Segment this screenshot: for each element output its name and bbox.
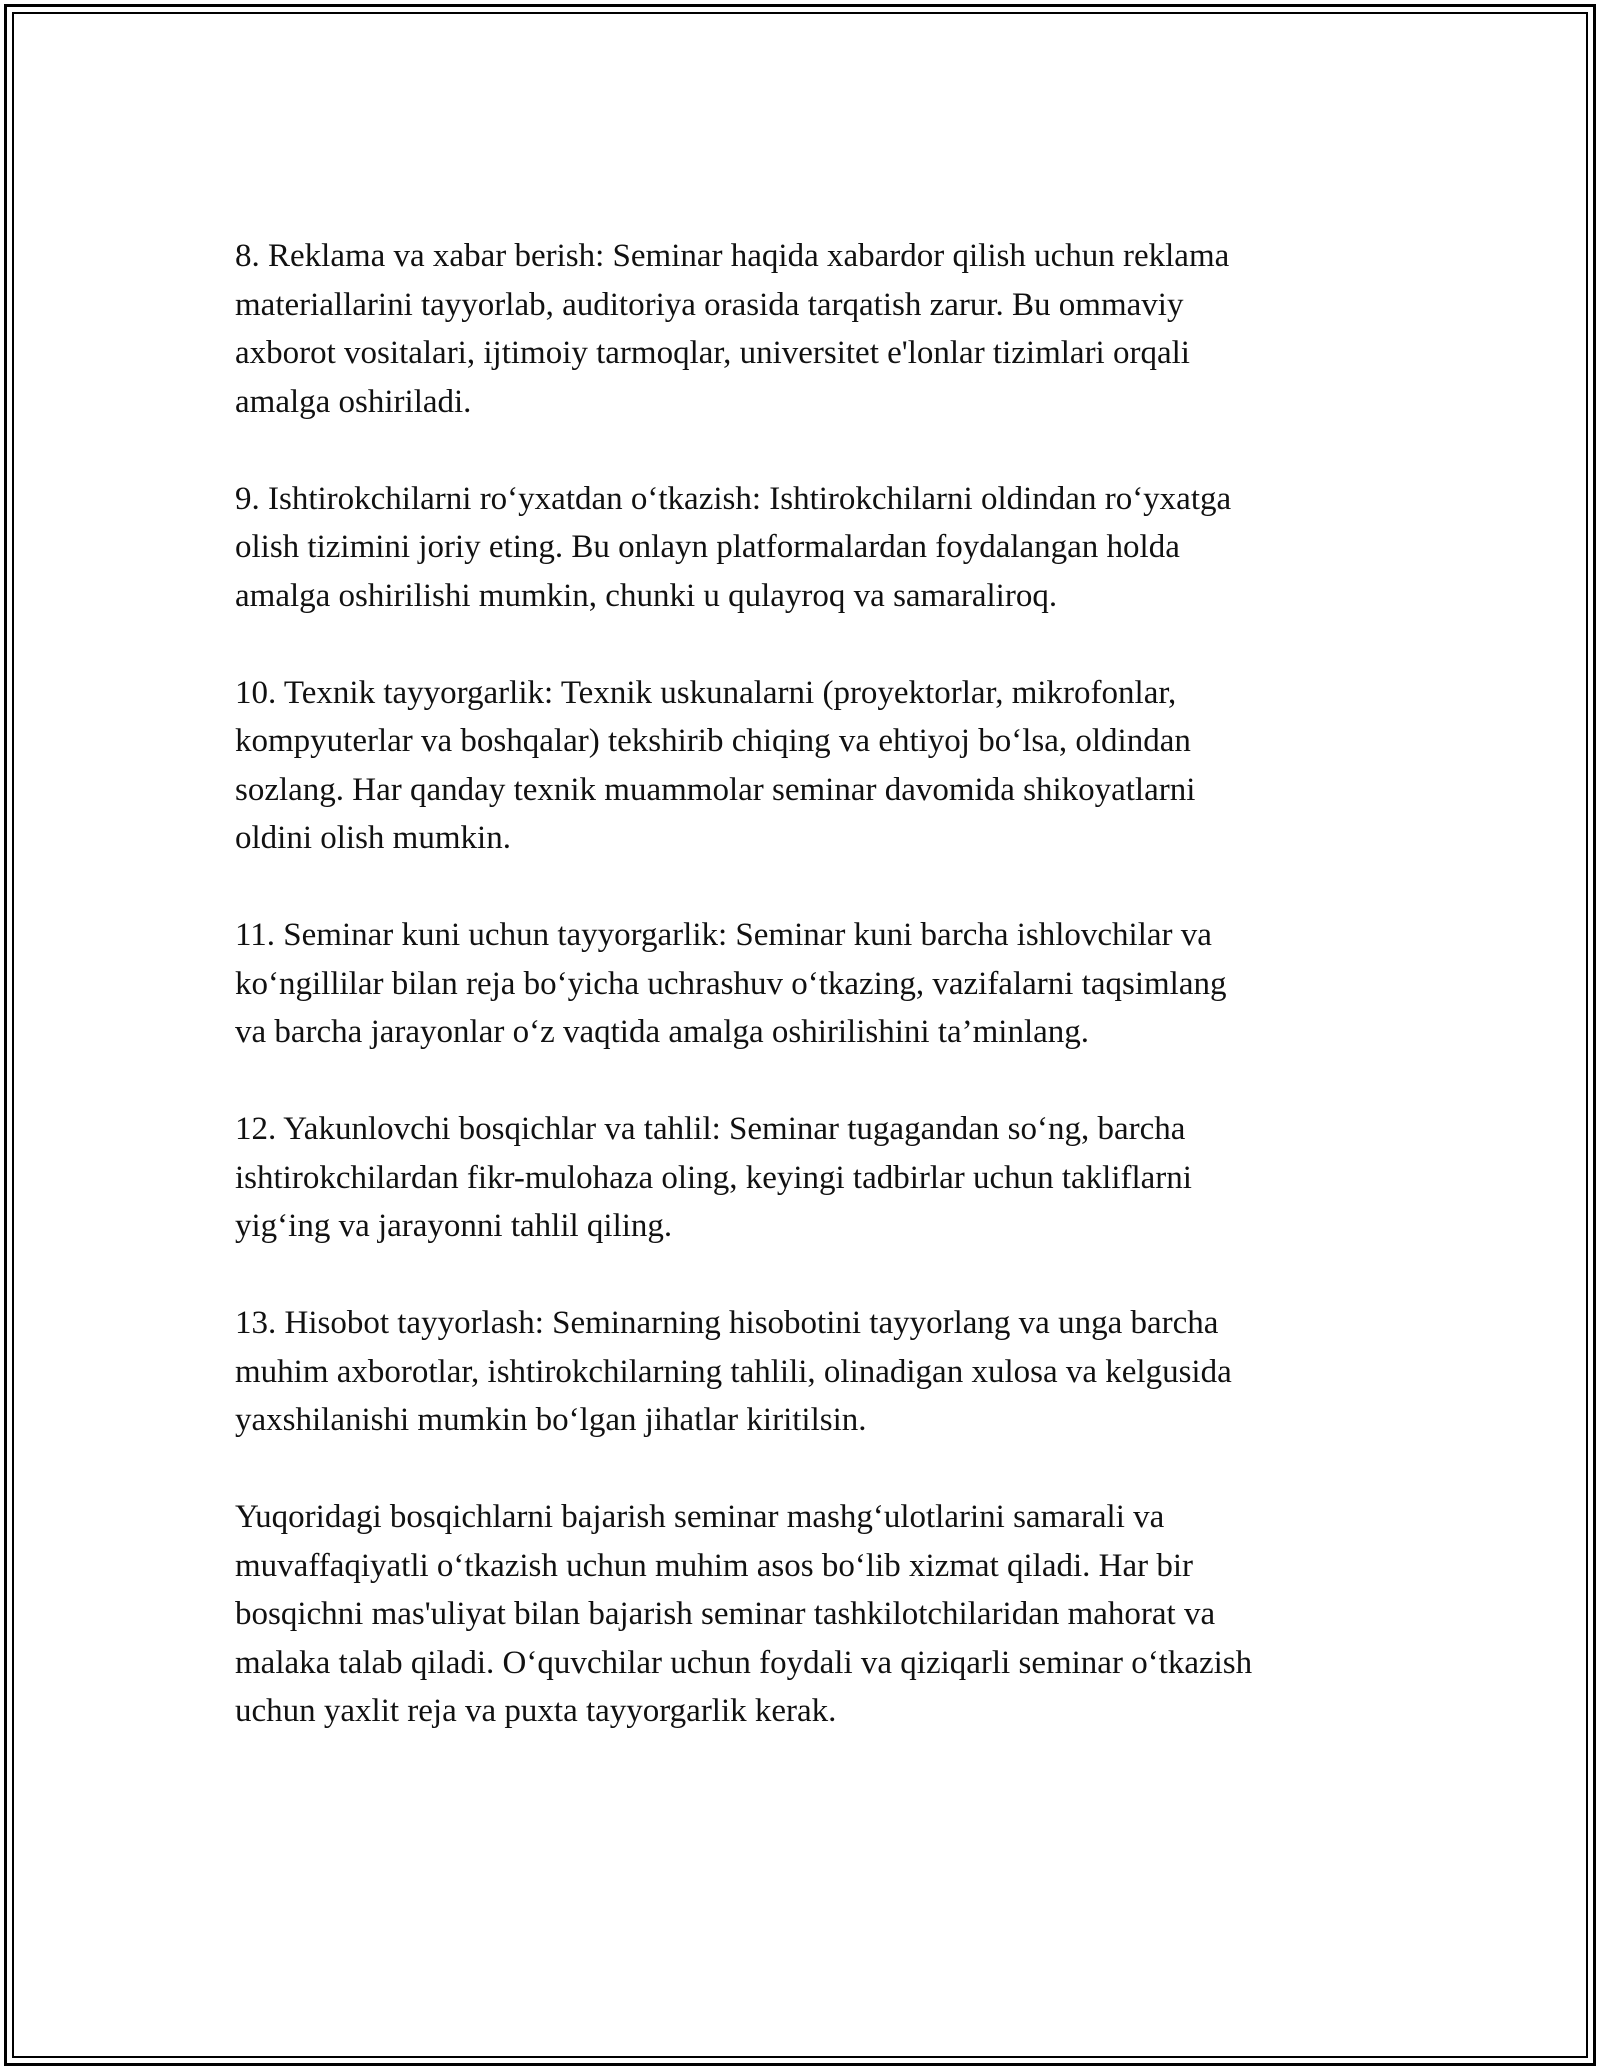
paragraph-report: 13. Hisobot tayyorlash: Seminarning hisobotini tayyorlang va unga barcha muhim axborotlar, ishtirokchilarning tahlili, olinadigan xulosa va kelgusida yaxshilanishi mumkin bo‘lgan jihatlar kiritilsin. — [235, 1305, 1232, 1438]
document-body — [235, 232, 1375, 1736]
paragraph-technical-preparation: 10. Texnik tayyorgarlik: Texnik uskunalarni (proyektorlar, mikrofonlar, kompyuterlar va boshqalar) tekshirib chiqing va ehtiyoj bo‘lsa, oldindan sozlang. Har qanday texnik muammolar seminar davomida shikoyatlarni oldini olish mumkin. — [235, 674, 1196, 856]
paragraph-advertising: 8. Reklama va xabar berish: Seminar haqida xabardor qilish uchun reklama materiallarini tayyorlab, auditoriya orasida tarqatish zarur. Bu ommaviy axborot vositalari, ijtimoiy tarmoqlar, universitet e'lonlar tizimlari orqali amalga oshiriladi. — [235, 238, 1230, 420]
paragraph-seminar-day: 11. Seminar kuni uchun tayyorgarlik: Seminar kuni barcha ishlovchilar va ko‘ngillilar bilan reja bo‘yicha uchrashuv o‘tkazing, vazifalarni taqsimlang va barcha jarayonlar o‘z vaqtida amalga oshirilishini ta’minlang. — [235, 917, 1227, 1050]
paragraph-conclusion: Yuqoridagi bosqichlarni bajarish seminar mashg‘ulotlarini samarali va muvaffaqiyatli o‘tkazish uchun muhim asos bo‘lib xizmat qiladi. Har bir bosqichni mas'uliyat bilan bajarish seminar tashkilotchilaridan mahorat va malaka talab qiladi. O‘quvchilar uchun foydali va qiziqarli seminar o‘tkazish uchun yaxlit reja va puxta tayyorgarlik kerak. — [235, 1499, 1253, 1729]
paragraph-registration: 9. Ishtirokchilarni ro‘yxatdan o‘tkazish: Ishtirokchilarni oldindan ro‘yxatga olish tizimini joriy eting. Bu onlayn platformalardan foydalangan holda amalga oshirilishi mumkin, chunki u qulayroq va samaraliroq. — [235, 480, 1232, 614]
paragraph-final-stages: 12. Yakunlovchi bosqichlar va tahlil: Seminar tugagandan so‘ng, barcha ishtirokchilardan fikr-mulohaza oling, keyingi tadbirlar uchun takliflarni yig‘ing va jarayonni tahlil qiling. — [235, 1111, 1192, 1244]
